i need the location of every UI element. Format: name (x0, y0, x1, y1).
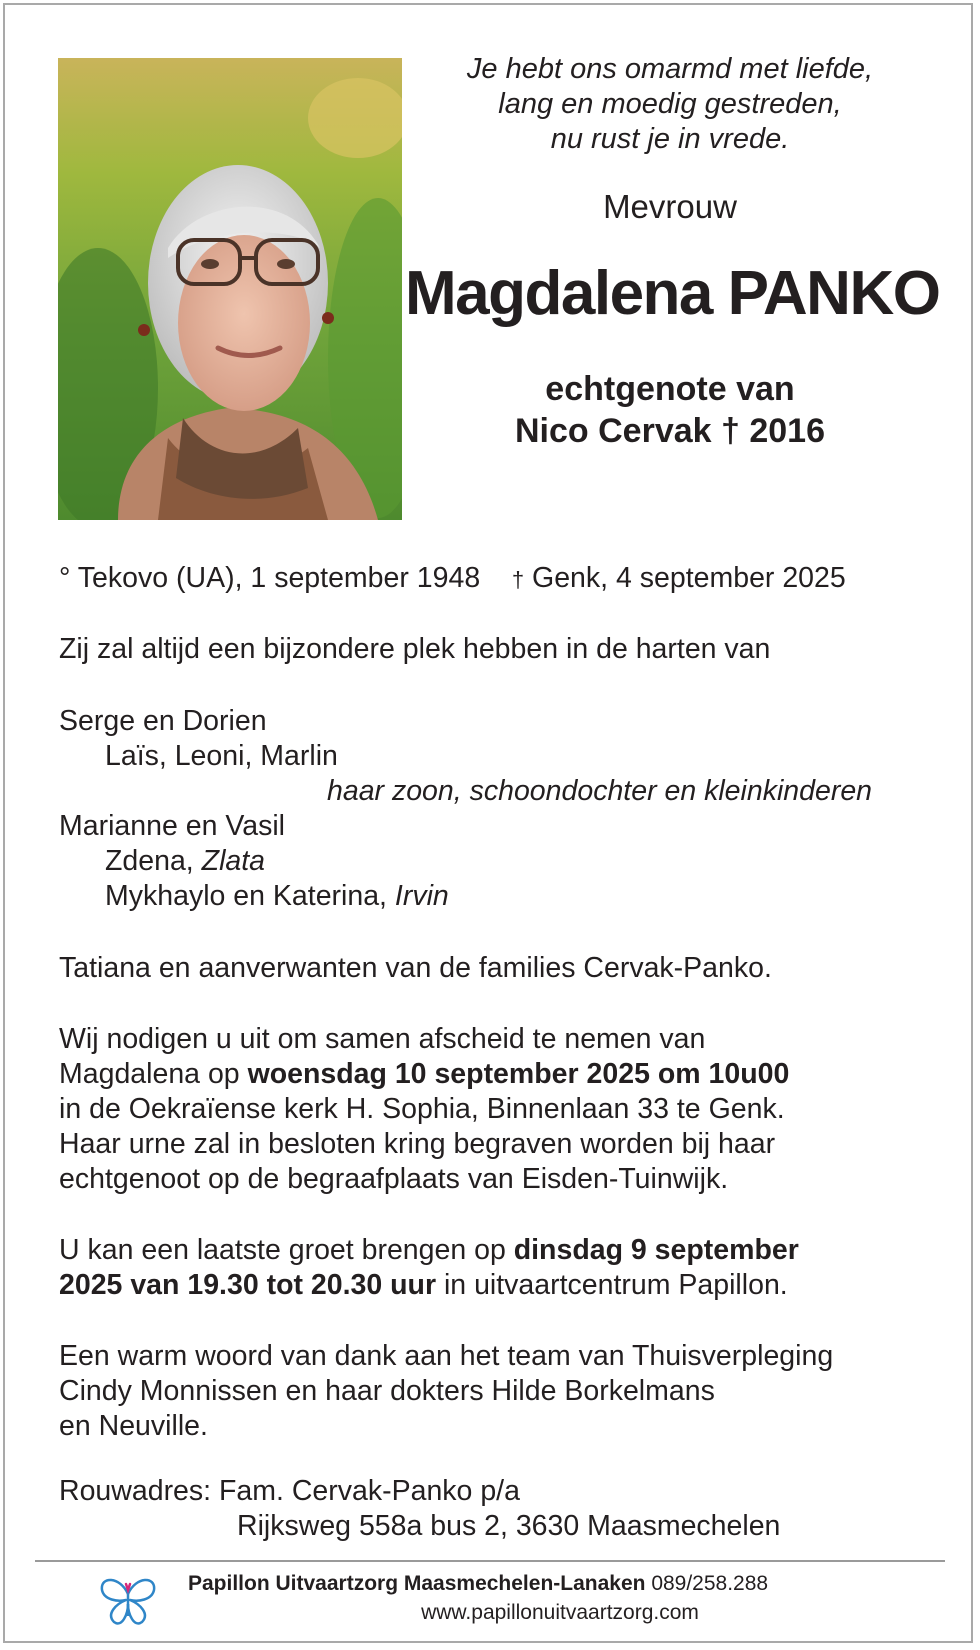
birth-date: ° Tekovo (UA), 1 september 1948 (59, 562, 481, 594)
visit-date: dinsdag 9 september (513, 1234, 799, 1266)
family-line: Laïs, Leoni, Marlin (105, 740, 338, 772)
address-line: Rouwadres: Fam. Cervak-Panko p/a (59, 1475, 520, 1507)
footer-divider (35, 1560, 945, 1562)
ceremony-datetime: woensdag 10 september 2025 om 10u00 (247, 1058, 790, 1090)
deceased-name: Magdalena PANKO (405, 259, 940, 328)
honorific: Mevrouw (603, 188, 737, 225)
spouse-relation: echtgenote van (545, 370, 795, 408)
address-line: Rijksweg 558a bus 2, 3630 Maasmechelen (237, 1510, 781, 1542)
family-names-italic: Zlata (201, 845, 266, 877)
thanks-line: en Neuville. (59, 1410, 208, 1442)
family-relation: haar zoon, schoondochter en kleinkinderen (327, 775, 873, 807)
poem-line: Je hebt ons omarmd met liefde, (466, 53, 874, 85)
family-names: Mykhaylo en Katerina, (105, 880, 395, 912)
visit-line (59, 1268, 788, 1303)
butterfly-icon (96, 1570, 160, 1630)
thanks-line: Cindy Monnissen en haar dokters Hilde Borkelmans (59, 1375, 715, 1407)
phone-number: 089/258.288 (651, 1572, 769, 1595)
funeral-home-name (188, 1572, 948, 1596)
ceremony-line (59, 1057, 789, 1092)
life-dates (59, 561, 846, 597)
spouse-info (420, 368, 920, 452)
family-line: Marianne en Vasil (59, 810, 286, 842)
ceremony-line: Haar urne zal in besloten kring begraven worden bij haar (59, 1128, 776, 1160)
portrait-photo (58, 58, 402, 520)
intro-text: Zij zal altijd een bijzondere plek hebben in de harten van (59, 633, 771, 665)
poem-line: lang en moedig gestreden, (498, 88, 842, 120)
death-date: Genk, 4 september 2025 (532, 562, 846, 594)
visit-line (59, 1233, 799, 1268)
company-name: Papillon Uitvaartzorg Maasmechelen-Lanaken (188, 1572, 646, 1595)
ceremony-line: echtgenoot op de begraafplaats van Eisden-Tuinwijk. (59, 1163, 729, 1195)
website-link[interactable]: www.papillonuitvaartzorg.com (421, 1601, 699, 1624)
poem-line: nu rust je in vrede. (550, 123, 790, 155)
visit-text: U kan een laatste groet brengen op (59, 1234, 514, 1266)
family-names-italic: Irvin (394, 880, 449, 912)
poem (420, 52, 920, 157)
visit-time: 2025 van 19.30 tot 20.30 uur (59, 1269, 437, 1301)
visit-location: in uitvaartcentrum Papillon. (436, 1269, 788, 1301)
thanks-line: Een warm woord van dank aan het team van Thuisverpleging (59, 1340, 834, 1372)
ceremony-line: in de Oekraïense kerk H. Sophia, Binnenlaan 33 te Genk. (59, 1093, 785, 1125)
ceremony-line: Wij nodigen u uit om samen afscheid te nemen van (59, 1023, 706, 1055)
family-names: Zdena, (105, 845, 202, 877)
cross-icon: † (511, 567, 525, 592)
family-line: Serge en Dorien (59, 705, 267, 737)
relatives-text: Tatiana en aanverwanten van de families Cervak-Panko. (59, 952, 772, 984)
ceremony-text: Magdalena op (59, 1058, 248, 1090)
spouse-name: Nico Cervak † 2016 (515, 412, 825, 450)
family-line (105, 844, 265, 879)
family-line (105, 879, 449, 914)
